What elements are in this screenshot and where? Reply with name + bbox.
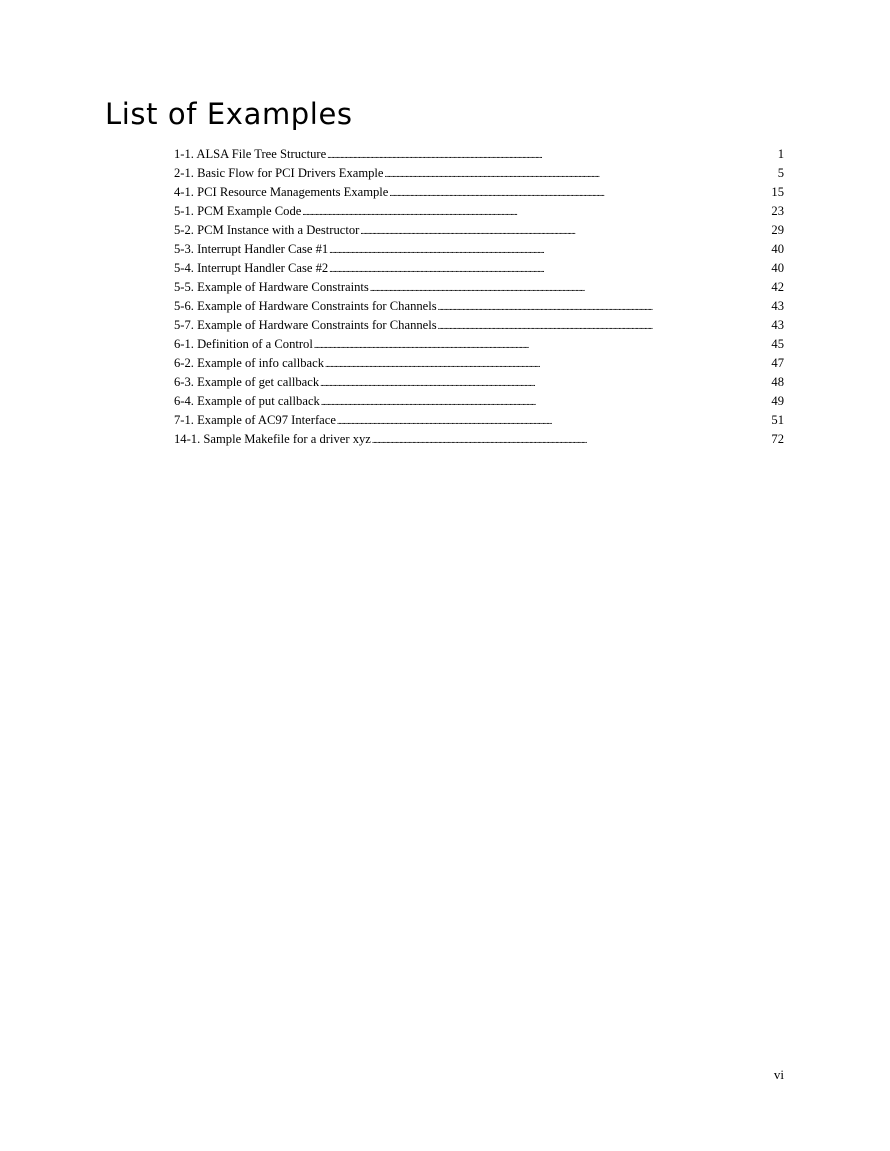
example-label[interactable]: 5-5. Example of Hardware Constraints [174,280,369,294]
dot-leader [337,412,770,431]
list-item[interactable] [174,240,784,259]
example-page-number[interactable]: 40 [771,242,784,256]
example-page-number[interactable]: 51 [771,413,784,427]
example-label[interactable]: 6-1. Definition of a Control [174,337,313,351]
dot-leader [385,165,777,184]
example-page-number[interactable]: 29 [771,223,784,237]
example-page-number[interactable]: 1 [777,147,784,161]
example-label[interactable]: 1-1. ALSA File Tree Structure [174,147,327,161]
dot-leader [389,184,770,203]
dot-leader [372,431,771,450]
list-item[interactable] [174,392,784,411]
page-title: List of Examples [105,97,353,131]
list-item[interactable] [174,373,784,392]
example-label[interactable]: 5-6. Example of Hardware Constraints for Channels [174,299,437,313]
dot-leader [327,146,777,165]
example-label[interactable]: 14-1. Sample Makefile for a driver xyz [174,432,371,446]
example-page-number[interactable]: 43 [771,318,784,332]
list-item[interactable] [174,164,784,183]
example-page-number[interactable]: 45 [771,337,784,351]
example-page-number[interactable]: 48 [771,375,784,389]
example-label[interactable]: 6-3. Example of get callback [174,375,320,389]
example-page-number[interactable]: 15 [771,185,784,199]
list-item[interactable] [174,411,784,430]
examples-list [174,145,784,449]
example-page-number[interactable]: 5 [777,166,784,180]
example-label[interactable]: 6-4. Example of put callback [174,394,320,408]
dot-leader [438,298,771,317]
page-number: vi [773,1067,784,1082]
list-item[interactable] [174,221,784,240]
example-label[interactable]: 2-1. Basic Flow for PCI Drivers Example [174,166,384,180]
example-label[interactable]: 5-7. Example of Hardware Constraints for Channels [174,318,437,332]
list-item[interactable] [174,354,784,373]
example-label[interactable]: 5-1. PCM Example Code [174,204,302,218]
list-item[interactable] [174,183,784,202]
list-item[interactable] [174,335,784,354]
example-page-number[interactable]: 49 [771,394,784,408]
example-page-number[interactable]: 72 [771,432,784,446]
example-label[interactable]: 4-1. PCI Resource Managements Example [174,185,389,199]
dot-leader [314,336,771,355]
dot-leader [321,393,771,412]
example-label[interactable]: 5-2. PCM Instance with a Destructor [174,223,360,237]
list-item[interactable] [174,202,784,221]
example-page-number[interactable]: 23 [771,204,784,218]
list-item[interactable] [174,297,784,316]
list-item[interactable] [174,145,784,164]
example-page-number[interactable]: 40 [771,261,784,275]
list-item[interactable] [174,259,784,278]
dot-leader [329,260,770,279]
example-page-number[interactable]: 47 [771,356,784,370]
example-label[interactable]: 5-3. Interrupt Handler Case #1 [174,242,329,256]
example-label[interactable]: 5-4. Interrupt Handler Case #2 [174,261,329,275]
example-page-number[interactable]: 42 [771,280,784,294]
example-label[interactable]: 7-1. Example of AC97 Interface [174,413,336,427]
example-label[interactable]: 6-2. Example of info callback [174,356,325,370]
example-page-number[interactable]: 43 [771,299,784,313]
list-item[interactable] [174,278,784,297]
dot-leader [325,355,770,374]
dot-leader [320,374,770,393]
dot-leader [370,279,771,298]
dot-leader [438,317,771,336]
dot-leader [360,222,770,241]
dot-leader [302,203,770,222]
dot-leader [329,241,770,260]
list-item[interactable] [174,430,784,449]
list-item[interactable] [174,316,784,335]
